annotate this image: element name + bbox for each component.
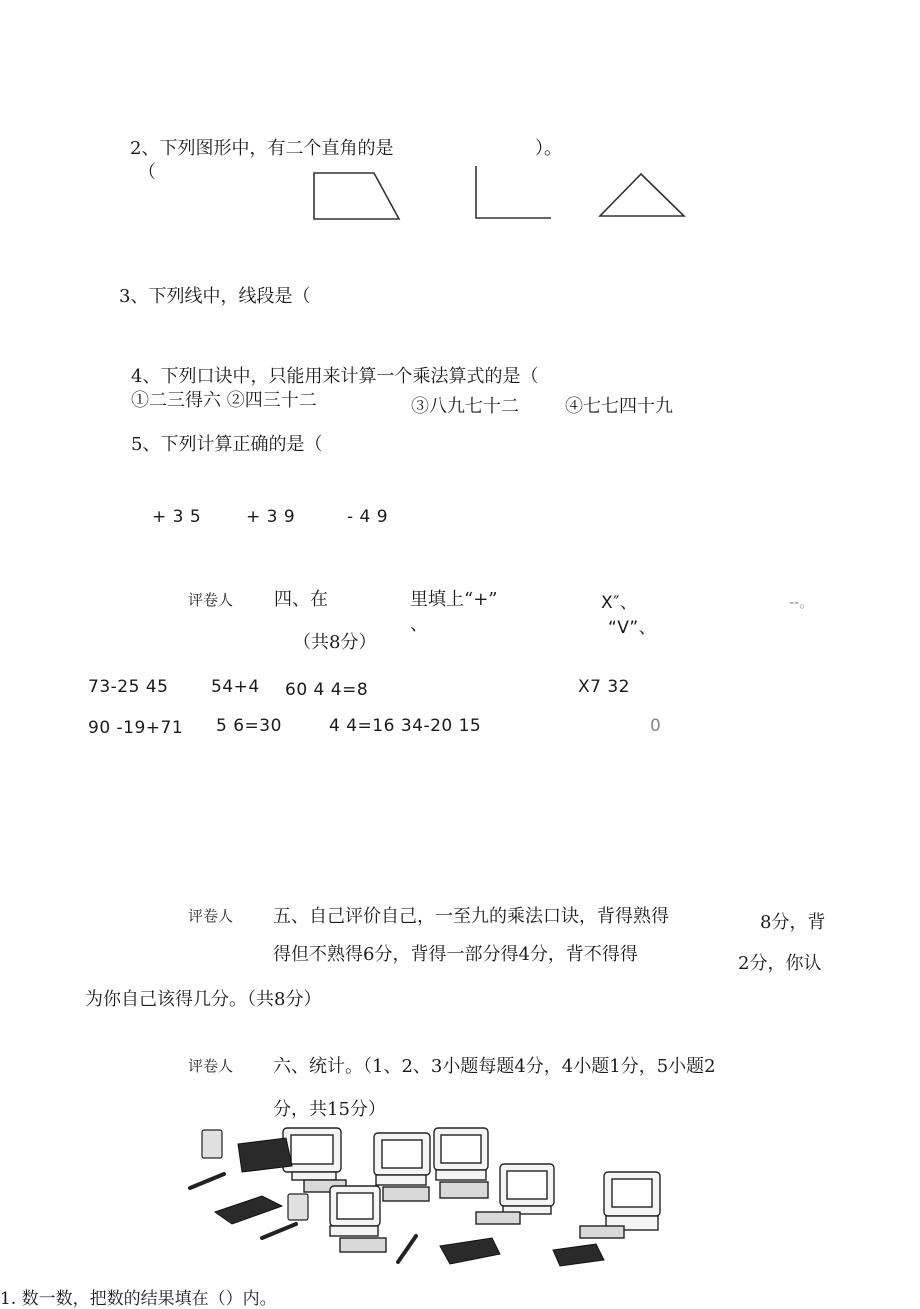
section5-line3: 为你自己该得几分。（共8分）: [85, 989, 322, 1010]
section4-row2-item: 4 4=16 34-20 15: [329, 716, 482, 736]
q4-options-1-2: ①二三得六 ②四三十二: [131, 390, 317, 411]
q5-text: 5、下列计算正确的是（: [131, 434, 323, 455]
section5-line1-end: 8分，背: [760, 912, 826, 933]
computer-icon: [374, 1133, 430, 1201]
section4-title-a: 四、在: [274, 589, 328, 610]
computer-icon: [330, 1186, 386, 1252]
section5-line2-end: 2分，你认: [738, 953, 822, 974]
keyboard-icon: [238, 1138, 292, 1172]
section4-row2-item: 90 -19+71: [88, 718, 184, 738]
q5-expr-3: - 4 9: [347, 507, 389, 527]
pen-icon: [398, 1236, 416, 1262]
q3-text: 3、下列线中，线段是（: [119, 286, 311, 307]
section4-comma: 、: [410, 614, 428, 635]
section5-line2: 得但不熟得6分，背得一部分得4分，背不得得: [273, 944, 638, 965]
keyboard-icon: [553, 1244, 604, 1266]
section4-title-b: 里填上“+”: [410, 589, 498, 610]
q2-close-paren: ）。: [535, 138, 562, 159]
section4-row2-item: 0: [650, 716, 662, 736]
section4-row1-item: 54+4: [211, 677, 260, 697]
section4-points: （共8分）: [293, 632, 377, 653]
section4-title-c: X″、: [601, 593, 638, 613]
keyboard-icon: [440, 1238, 500, 1264]
calculator-icon: [202, 1130, 222, 1158]
section6-grader: 评卷人: [188, 1057, 234, 1075]
section4-grader: 评卷人: [188, 591, 234, 609]
section4-row1-item: 60 4 4=8: [285, 680, 369, 700]
q4-text: 4、下列口诀中，只能用来计算一个乘法算式的是（: [131, 366, 539, 387]
computer-icon: [434, 1128, 488, 1198]
section5-line1: 五、自己评价自己，一至九的乘法口诀，背得熟得: [273, 906, 669, 927]
calculator-icon: [288, 1194, 308, 1220]
section6-q1: 1. 数一数，把数的结果填在（）内。: [0, 1289, 277, 1309]
section4-row1-item: 73-25 45: [88, 677, 169, 697]
section5-grader: 评卷人: [188, 907, 234, 925]
computer-icon: [283, 1128, 346, 1192]
section4-dash-end: --。: [789, 593, 815, 611]
keyboard-icon: [215, 1196, 282, 1224]
q2-text: 2、下列图形中，有二个直角的是: [130, 138, 394, 159]
computer-icon: [580, 1172, 660, 1238]
section4-row1-item: X7 32: [578, 677, 630, 697]
q5-expr-2: + 3 9: [246, 507, 296, 527]
q4-option-4: ④七七四十九: [565, 396, 673, 417]
q5-expr-1: + 3 5: [152, 507, 202, 527]
pen-icon: [190, 1174, 224, 1188]
section4-title-d: “V”、: [608, 618, 657, 638]
pen-icon: [262, 1224, 296, 1238]
section6-line2: 分，共15分）: [273, 1099, 386, 1120]
q2-open-paren: （: [138, 162, 156, 183]
section4-row2-item: 5 6=30: [216, 716, 282, 736]
section6-line1: 六、统计。（1、2、3小题每题4分，4小题1分，5小题2: [273, 1056, 716, 1077]
q4-option-3: ③八九七十二: [411, 396, 519, 417]
